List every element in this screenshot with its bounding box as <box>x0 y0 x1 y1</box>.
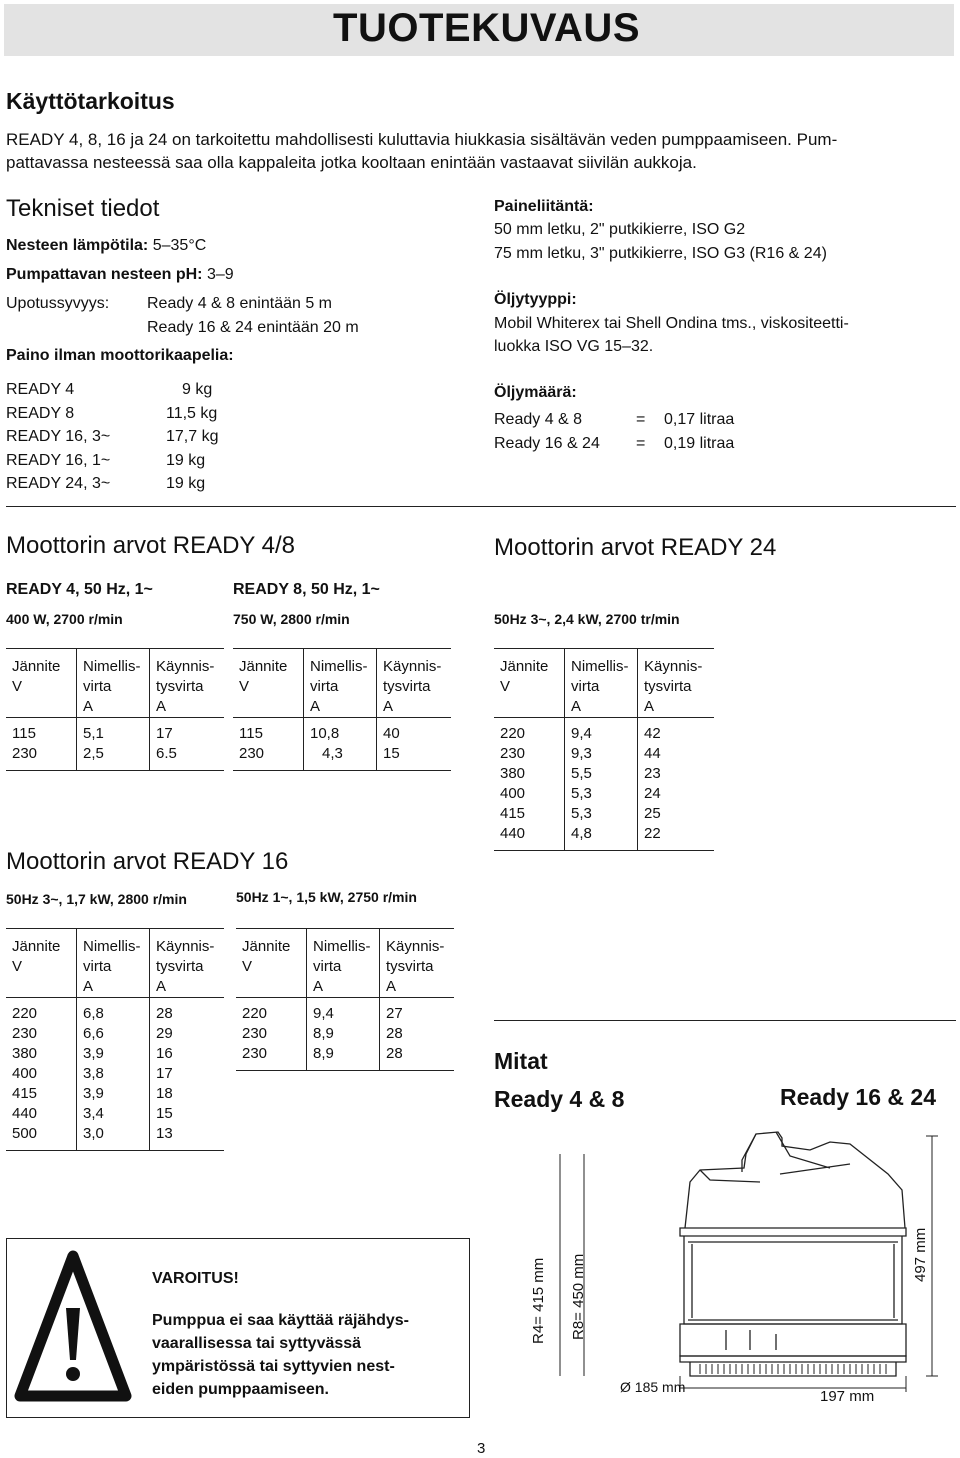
weight-row <box>6 378 242 402</box>
table-row: 440 4,8 22 <box>494 824 714 851</box>
warning-line-4: eiden pumppaamiseen. <box>152 1381 329 1398</box>
section-heading-kayttotarkoitus: Käyttötarkoitus <box>6 88 175 114</box>
page-number: 3 <box>477 1440 486 1457</box>
header-start-current: Käynnis- tysvirta A <box>377 649 452 718</box>
ph-row <box>6 266 234 284</box>
r16-1-spec: 50Hz 1~, 1,5 kW, 2750 r/min <box>236 889 417 905</box>
weight-model: READY 16, 1~ <box>6 451 111 469</box>
header-voltage: Jännite V <box>236 929 307 998</box>
temperature-row <box>6 237 206 255</box>
table-header-row <box>494 649 714 718</box>
weight-model: READY 24, 3~ <box>6 475 111 492</box>
oilqty-label: Öljymäärä: <box>494 384 577 401</box>
depth-line-2: Ready 16 & 24 enintään 20 m <box>147 319 359 336</box>
header-start-current: Käynnis- tysvirta A <box>380 929 455 998</box>
table-header-row <box>236 929 454 998</box>
weight-row <box>6 472 242 496</box>
pressure-line-1: 50 mm letku, 2" putkikierre, ISO G2 <box>494 221 746 238</box>
table-header-row <box>233 649 451 718</box>
intro-line-1: READY 4, 8, 16 ja 24 on tarkoitettu mahdollisesti kuluttavia hiukkasia sisältävän veden pumppaamiseen. Pum- <box>6 130 838 149</box>
warning-line-1: Pumppua ei saa käyttää räjähdys- <box>152 1312 409 1329</box>
dim-diameter-label: Ø 185 mm <box>620 1379 686 1395</box>
header-rated-current: Nimellis- virta A <box>77 649 150 718</box>
table-row: 380 5,5 23 <box>494 764 714 784</box>
r4-spec: 400 W, 2700 r/min <box>6 611 123 627</box>
oiltype-line-1: Mobil Whiterex tai Shell Ondina tms., viskositeetti- <box>494 315 849 332</box>
header-voltage: Jännite V <box>6 649 77 718</box>
motor-table-r16-3 <box>6 928 224 1151</box>
oilqty-row <box>494 432 734 456</box>
r16-3-spec: 50Hz 3~, 1,7 kW, 2800 r/min <box>6 891 187 907</box>
motor-table-r16-1 <box>236 928 454 1071</box>
header-rated-current: Nimellis- virta A <box>565 649 638 718</box>
mitat-right-title: Ready 16 & 24 <box>780 1084 936 1110</box>
dim-height-label: 497 mm <box>912 1227 929 1282</box>
table-header-row <box>6 929 224 998</box>
table-row: 230 6,6 29 <box>6 1024 224 1044</box>
pump-outline <box>680 1132 906 1376</box>
page-title: TUOTEKUVAUS <box>333 6 640 50</box>
intro-line-2: pattavassa nesteessä saa olla kappaleita jotka kooltaan enintään vastaavat siivilän aukkoja. <box>6 153 697 172</box>
table-row: 440 3,4 15 <box>6 1104 224 1124</box>
pressure-line-2: 75 mm letku, 3" putkikierre, ISO G3 (R16 & 24) <box>494 245 827 262</box>
section-heading-motor24: Moottorin arvot READY 24 <box>494 534 777 561</box>
motor-table-r4 <box>6 648 224 771</box>
warning-line-2: vaarallisessa tai syttyvässä <box>152 1335 362 1352</box>
weight-value: 11,5 kg <box>166 404 218 422</box>
r24-spec: 50Hz 3~, 2,4 kW, 2700 tr/min <box>494 611 680 627</box>
table-row: 400 5,3 24 <box>494 784 714 804</box>
section-heading-motor48: Moottorin arvot READY 4/8 <box>6 532 296 559</box>
oilqty-model: Ready 4 & 8 <box>494 411 583 428</box>
table-row: 380 3,9 16 <box>6 1044 224 1064</box>
table-row: 415 5,3 25 <box>494 804 714 824</box>
dimension-lines <box>560 1136 938 1392</box>
r4-title: READY 4, 50 Hz, 1~ <box>6 581 153 598</box>
section-heading-tekniset: Tekniset tiedot <box>6 195 160 222</box>
section-divider <box>6 506 956 507</box>
dim-r4-label: R4= 415 mm <box>530 1257 547 1344</box>
weight-value: 17,7 kg <box>166 428 219 445</box>
mitat-divider <box>494 1020 956 1021</box>
table-row: 115 10,8 40 <box>233 718 451 745</box>
oilqty-value: 0,19 litraa <box>664 435 735 452</box>
pressure-label: Paineliitäntä: <box>494 198 594 215</box>
header-rated-current: Nimellis- virta A <box>77 929 150 998</box>
table-row: 230 4,3 15 <box>233 744 451 771</box>
depth-line-1: Ready 4 & 8 enintään 5 m <box>147 295 333 312</box>
table-row: 230 9,3 44 <box>494 744 714 764</box>
ph-value: 3–9 <box>206 266 234 283</box>
weight-model: READY 16, 3~ <box>6 428 111 445</box>
oilqty-value: 0,17 litraa <box>664 411 735 428</box>
motor-table-r24 <box>494 648 714 851</box>
r8-title: READY 8, 50 Hz, 1~ <box>233 581 380 598</box>
oilqty-row <box>494 408 734 432</box>
oiltype-label: Öljytyyppi: <box>494 291 577 308</box>
table-row: 230 8,9 28 <box>236 1024 454 1044</box>
header-start-current: Käynnis- tysvirta A <box>150 929 225 998</box>
table-row: 115 5,1 17 <box>6 718 224 745</box>
depth-label: Upotussyvyys: <box>6 295 110 312</box>
r8-spec: 750 W, 2800 r/min <box>233 611 350 627</box>
header-start-current: Käynnis- tysvirta A <box>150 649 225 718</box>
table-row: 220 9,4 42 <box>494 718 714 745</box>
header-start-current: Käynnis- tysvirta A <box>638 649 715 718</box>
section-heading-motor16: Moottorin arvot READY 16 <box>6 848 289 875</box>
oilqty-list <box>494 408 734 456</box>
table-row: 400 3,8 17 <box>6 1064 224 1084</box>
header-voltage: Jännite V <box>233 649 304 718</box>
table-row: 500 3,0 13 <box>6 1124 224 1151</box>
weight-value: 19 kg <box>166 475 206 492</box>
ph-label: Pumpattavan nesteen pH: <box>6 266 203 283</box>
header-rated-current: Nimellis- virta A <box>307 929 380 998</box>
warning-title: VAROITUS! <box>152 1270 239 1287</box>
oilqty-model: Ready 16 & 24 <box>494 435 600 452</box>
oilqty-eq: = <box>636 411 646 428</box>
warning-line-3: ympäristössä tai syttyvien nest- <box>152 1358 395 1375</box>
table-header-row <box>6 649 224 718</box>
table-row: 230 8,9 28 <box>236 1044 454 1071</box>
dim-r8-label: R8= 450 mm <box>570 1253 587 1340</box>
mitat-left-title: Ready 4 & 8 <box>494 1086 625 1112</box>
header-voltage: Jännite V <box>494 649 565 718</box>
dim-width-label: 197 mm <box>820 1388 875 1405</box>
weight-list <box>6 378 242 496</box>
weight-model: READY 4 <box>6 381 75 398</box>
weight-model: READY 8 <box>6 404 75 422</box>
weight-value: 9 kg <box>182 381 213 398</box>
temperature-label: Nesteen lämpötila: <box>6 237 149 254</box>
weight-value: 19 kg <box>166 451 206 469</box>
warning-triangle-icon <box>14 1250 132 1402</box>
temperature-value: 5–35°C <box>152 237 207 254</box>
section-heading-mitat: Mitat <box>494 1048 548 1074</box>
table-row: 230 2,5 6.5 <box>6 744 224 771</box>
weight-row <box>6 402 242 426</box>
table-row: 220 6,8 28 <box>6 998 224 1025</box>
table-row: 220 9,4 27 <box>236 998 454 1025</box>
motor-table-r8 <box>233 648 451 771</box>
header-rated-current: Nimellis- virta A <box>304 649 377 718</box>
weight-row <box>6 425 242 449</box>
weight-row <box>6 449 242 473</box>
oiltype-line-2: luokka ISO VG 15–32. <box>494 338 654 355</box>
weight-label: Paino ilman moottorikaapelia: <box>6 347 234 364</box>
header-voltage: Jännite V <box>6 929 77 998</box>
oilqty-eq: = <box>636 435 646 452</box>
table-row: 415 3,9 18 <box>6 1084 224 1104</box>
